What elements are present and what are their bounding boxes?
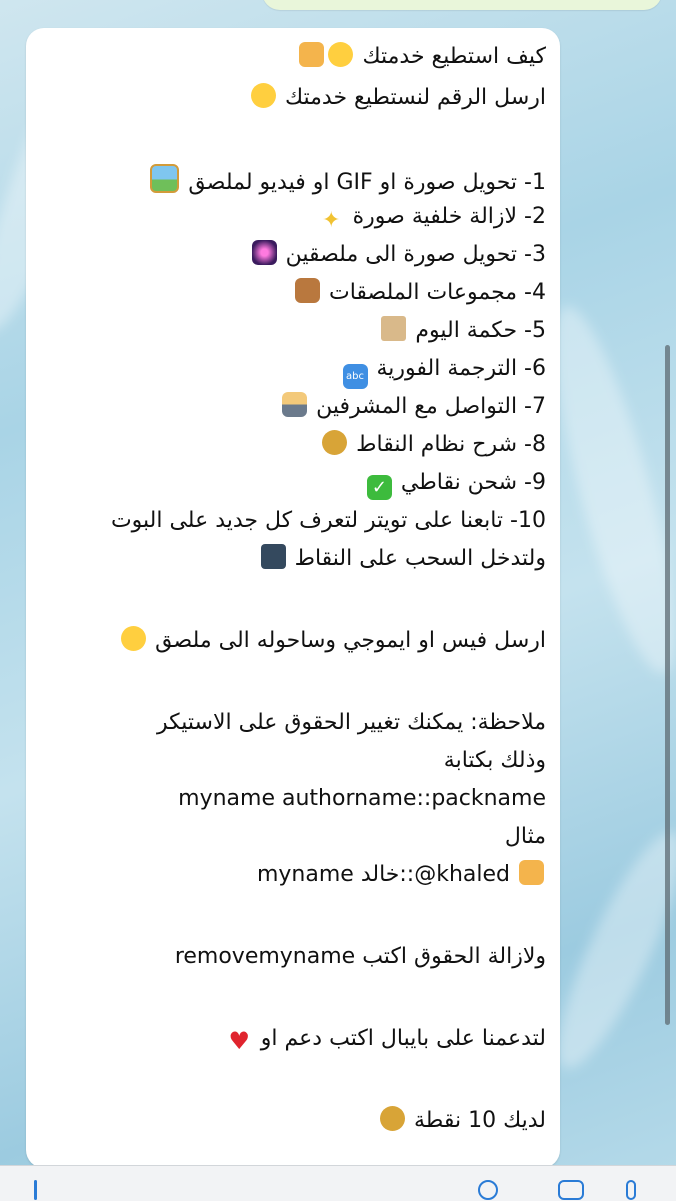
check-mark-button-icon: ✓ (367, 475, 392, 500)
note-line: مثال (504, 824, 546, 849)
menu-item-1: 1- تحويل صورة او GIF او فيديو لملصق (148, 164, 546, 198)
menu-item-6: 6- الترجمة الفورية abc (341, 354, 546, 389)
attach-icon[interactable] (34, 1180, 37, 1200)
package-icon (295, 278, 320, 303)
sparkles-icon: ✦ (321, 208, 341, 233)
menu-item-8: 8- شرح نظام النقاط (320, 430, 546, 460)
previous-message-bubble (262, 0, 662, 10)
scroll-icon (381, 316, 406, 341)
menu-item-10-continued: ولتدخل السحب على النقاط (259, 544, 546, 574)
raised-fist-icon (519, 860, 544, 885)
note-line: لتدعمنا على بايبال اكتب دعم او ♥ (228, 1026, 546, 1055)
note-line: وذلك بكتابة (443, 748, 546, 773)
sticker-icon[interactable] (478, 1180, 498, 1200)
folded-hands-icon (299, 42, 324, 67)
points-balance: لديك 10 نقطة (378, 1106, 546, 1136)
technologist-icon (282, 392, 307, 417)
message-line: ارسل الرقم لنستطيع خدمتك (249, 83, 546, 113)
menu-item-7: 7- التواصل مع المشرفين (280, 392, 546, 422)
menu-item-4: 4- مجموعات الملصقات (293, 278, 546, 308)
menu-item-5: 5- حكمة اليوم (379, 316, 546, 346)
chat-scrollbar[interactable] (665, 345, 670, 1025)
command-example: myname authorname::packname (178, 786, 546, 811)
menu-item-2: 2- لازالة خلفية صورة ✦ (317, 202, 546, 233)
money-bag-icon (380, 1106, 405, 1131)
note-line: ولازالة الحقوق اكتب removemyname (174, 944, 546, 969)
grinning-face-icon (328, 42, 353, 67)
message-line: ارسل فيس او ايموجي وساحوله الى ملصق (119, 626, 546, 656)
sunglasses-face-icon (121, 626, 146, 651)
framed-picture-icon (150, 164, 179, 193)
command-example: myname خالد::@khaled (257, 860, 546, 890)
money-bag-icon (322, 430, 347, 455)
message-line: كيف استطيع خدمتك (297, 42, 546, 72)
menu-item-10: 10- تابعنا على تويتر لتعرف كل جديد على البوت (110, 508, 546, 533)
bot-message-bubble (26, 28, 560, 1168)
winking-face-icon (251, 83, 276, 108)
menu-item-9: 9- شحن نقاطي ✓ (365, 468, 546, 500)
abc-symbol-icon: abc (343, 364, 368, 389)
note-line: ملاحظة: يمكنك تغيير الحقوق على الاستيكر (156, 710, 546, 735)
red-heart-icon: ♥ (228, 1027, 251, 1055)
microphone-icon[interactable] (626, 1180, 636, 1200)
fireworks-icon (252, 240, 277, 265)
mobile-arrow-icon (261, 544, 286, 569)
menu-item-3: 3- تحويل صورة الى ملصقين (250, 240, 546, 270)
input-toolbar (0, 1165, 676, 1201)
camera-icon[interactable] (558, 1180, 584, 1200)
